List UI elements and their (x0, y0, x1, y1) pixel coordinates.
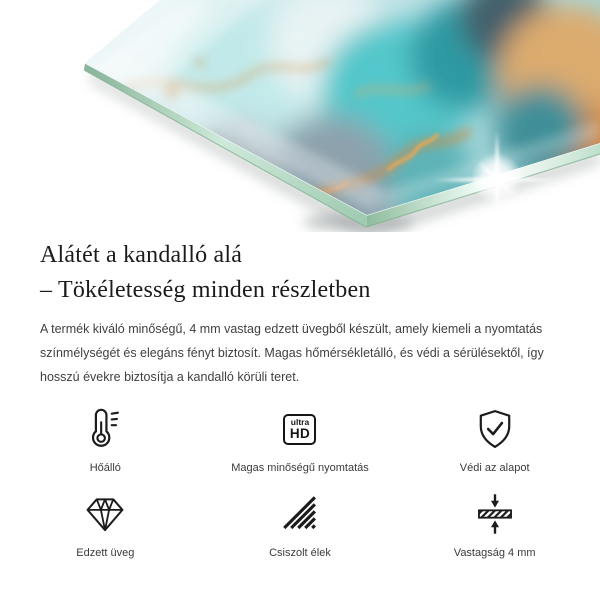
feature-tempered-glass (8, 491, 203, 560)
diamond-icon (83, 491, 127, 537)
feature-heat-resistant (8, 406, 203, 475)
feature-polished-edges (203, 491, 398, 560)
polished-edges-icon (279, 491, 321, 537)
heading-line-1: Alátét a kandalló alá (40, 242, 243, 268)
heading-line-2: – Tökéletesség minden részletben (40, 277, 371, 303)
thickness-icon (473, 491, 517, 537)
ultra-hd-icon (283, 406, 316, 452)
feature-label: Magas minőségű nyomtatás (231, 462, 369, 474)
description-line-3: hosszú évekre biztosítja a kandalló körüli teret. (40, 370, 300, 384)
feature-label: Csiszolt élek (269, 547, 331, 559)
product-description (40, 317, 560, 389)
shield-check-icon (473, 406, 517, 452)
page-title (40, 238, 560, 308)
ultra-hd-badge-bottom: HD (289, 426, 311, 441)
feature-print-quality (203, 406, 398, 475)
description-line-1: A termék kiváló minőségű, 4 mm vastag edzett üvegből készült, amely kiemeli a nyomtatás (40, 322, 543, 336)
feature-label: Hőálló (89, 462, 121, 474)
ultra-hd-badge-top: ultra (290, 417, 310, 427)
feature-label: Vastagság 4 mm (453, 547, 536, 559)
feature-base-protection (397, 406, 592, 475)
thermometer-icon (82, 406, 128, 452)
description-line-2: színmélységét és elegáns fényt biztosít. Magas hőmérsékletálló, és védi a sérülésektől, így (40, 346, 544, 360)
glass-panel-illustration (0, 0, 600, 232)
product-image (0, 0, 600, 232)
feature-thickness (397, 491, 592, 560)
feature-grid (0, 406, 600, 560)
feature-label: Védi az alapot (459, 462, 530, 474)
feature-label: Edzett üveg (76, 547, 135, 559)
